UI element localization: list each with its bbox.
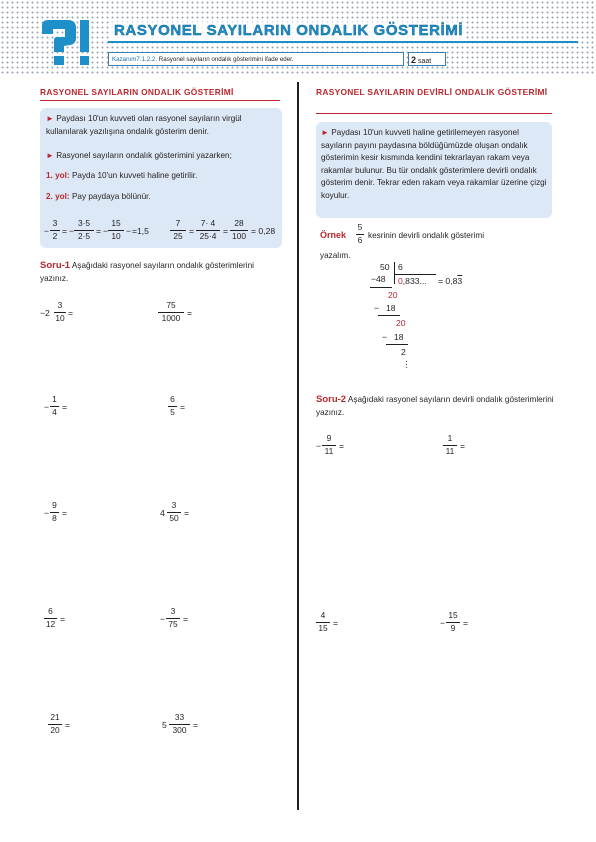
left-title-rule (40, 100, 280, 101)
question-exclamation-logo-icon (38, 20, 90, 66)
fraction-numerator: 3 (57, 300, 63, 310)
subtract-rule (378, 315, 400, 316)
fraction-numerator: 15 (448, 610, 458, 620)
example1-result: =1,5 (132, 226, 149, 236)
fraction-numerator: 7· 4 (200, 218, 216, 228)
problem-fraction (50, 500, 59, 524)
page-title: RASYONEL SAYILARIN ONDALIK GÖSTERİMİ (111, 22, 466, 39)
left-p1-text: Paydası 10'un kuvveti olan rasyonel sayıların virgül kullanılarak yazılışına ondalık gösterim denir. (46, 114, 242, 136)
fraction-numerator: 3·5 (77, 218, 91, 228)
subtract-rule (386, 344, 408, 345)
title-underline (108, 41, 578, 43)
subtract-step-1: −48 (371, 274, 386, 284)
equals-sign: = (184, 508, 190, 518)
fraction-denominator: 10 (111, 231, 121, 241)
question-2-label: Soru-2 (316, 394, 347, 405)
fraction-denominator: 2·5 (77, 231, 91, 241)
fraction-denominator: 12 (45, 619, 56, 629)
fraction-denominator: 1000 (161, 313, 181, 323)
fraction-denominator: 10 (55, 313, 65, 323)
problem-fraction (158, 300, 184, 324)
fraction-numerator: 9 (326, 433, 332, 443)
minus-sign: − (69, 226, 75, 236)
problem-fraction (50, 394, 59, 418)
duration-hours: 2 (411, 55, 417, 65)
problem-whole: − (316, 441, 322, 451)
quotient: 0,833... (398, 276, 427, 286)
equals-sign: = (62, 226, 68, 236)
equals-sign: = (62, 508, 68, 518)
problem-whole: − (160, 614, 166, 624)
problem-whole: 4 (160, 508, 165, 518)
problem-whole: 5 (162, 720, 167, 730)
left-paragraph-2 (46, 150, 278, 163)
fraction-numerator: 28 (234, 218, 244, 228)
fraction-denominator: 20 (50, 725, 60, 735)
method-2 (46, 191, 278, 204)
equals-sign: = (68, 308, 74, 318)
example-label: Örnek (320, 230, 347, 240)
triangle-bullet-icon: ► (321, 128, 329, 137)
fraction-numerator: 21 (50, 712, 60, 722)
fraction-denominator: 15 (318, 623, 328, 633)
equals-sign: = (96, 226, 102, 236)
equals-sign: = (339, 441, 345, 451)
question-1 (40, 259, 280, 285)
right-title-rule (316, 113, 552, 114)
problem-fraction (322, 433, 336, 457)
problem-fraction (166, 606, 180, 630)
equals-sign: = (460, 441, 466, 451)
problem-fraction (443, 433, 457, 457)
equals-sign: = (187, 308, 193, 318)
right-paragraph-1 (321, 127, 547, 202)
fraction-denominator: 100 (232, 231, 246, 241)
right-section-title: RASYONEL SAYILARIN DEVİRLİ ONDALIK GÖSTERİMİ (316, 87, 548, 97)
remainder-1: 20 (388, 290, 398, 300)
fraction-denominator: 11 (324, 446, 334, 456)
fraction-denominator: 6 (357, 235, 363, 245)
fraction-denominator: 300 (172, 725, 187, 735)
fraction-numerator: 7 (175, 218, 181, 228)
fraction-numerator: 6 (48, 606, 53, 616)
fraction-numerator: 1 (447, 433, 453, 443)
fraction-denominator: 25 (173, 231, 183, 241)
minus-sign: − (374, 303, 380, 313)
question-2 (316, 393, 556, 419)
fraction-denominator: 75 (168, 619, 178, 629)
fraction-numerator: 75 (166, 300, 176, 310)
example1-fraction-c (108, 218, 124, 242)
example2-result: = 0,28 (251, 226, 276, 236)
method-2-label: 2. yol: (46, 192, 70, 201)
dividend: 50 (380, 262, 390, 272)
example1-fraction-a (50, 218, 60, 242)
left-p2-text: Rasyonel sayıların ondalık gösterimini yazarken; (56, 151, 232, 160)
problem-fraction (168, 394, 177, 418)
problem-fraction (54, 300, 66, 324)
fraction-numerator: 33 (174, 712, 185, 722)
example2-fraction-b (196, 218, 220, 242)
method-2-text: Pay paydaya bölünür. (71, 192, 151, 201)
problem-fraction (446, 610, 460, 634)
fraction-denominator: 11 (445, 446, 455, 456)
question-1-text: Aşağıdaki rasyonel sayıların ondalık gösterimlerini yazınız. (40, 261, 254, 283)
minus-sign: − (126, 226, 132, 236)
problem-fraction (44, 606, 57, 630)
minus-sign: − (44, 226, 50, 236)
equals-sign: = (463, 618, 469, 628)
subtract-step-2: 18 (386, 303, 396, 313)
remainder-2: 20 (396, 318, 406, 328)
continuation-dots: ⋮ (402, 359, 411, 369)
equals-sign: = (60, 614, 66, 624)
problem-whole: − (44, 402, 50, 412)
divisor: 6 (398, 262, 403, 272)
fraction-numerator: 3 (170, 606, 176, 616)
fraction-denominator: 8 (52, 513, 57, 523)
equals-sign: = (223, 226, 229, 236)
right-p1-text: Paydası 10'un kuvveti haline getirilemeyen rasyonel sayıların payını paydasına böldüğümüzde oluşan ondalık gösterimin kesir kısmında kendini tekrarlayan rakam veya rakamlar bulunur. Bu tür ondalık gösterimlere devirli ondalık gösterim denir. Tekrar eden rakam veya rakamlar üzerine çizgi koyulur. (321, 128, 547, 200)
equals-sign: = (62, 402, 68, 412)
equals-sign: = (180, 402, 186, 412)
problem-whole: − (44, 508, 50, 518)
example2-fraction-a (170, 218, 186, 242)
triangle-bullet-icon: ► (46, 114, 54, 123)
method-1 (46, 170, 278, 183)
equals-sign: = (333, 618, 339, 628)
remainder-3: 2 (401, 347, 406, 357)
example-text-2: yazalım. (320, 251, 351, 260)
left-paragraph-1 (46, 113, 278, 138)
division-horizontal-line (394, 274, 436, 275)
left-section-title: RASYONEL SAYILARIN ONDALIK GÖSTERİMİ (40, 87, 234, 97)
duration-unit: saat (417, 58, 432, 65)
kazanim-code: Kazanım7.1.2.2. (112, 56, 158, 63)
equals-sign: = (189, 226, 195, 236)
problem-fraction (316, 610, 330, 634)
fraction-denominator: 25·4 (199, 231, 217, 241)
fraction-numerator: 3 (171, 500, 177, 510)
example-fraction (356, 222, 364, 246)
fraction-numerator: 1 (52, 394, 57, 404)
subtract-rule (370, 287, 392, 288)
fraction-numerator: 5 (357, 222, 363, 232)
question-2-text: Aşağıdaki rasyonel sayıların devirli ondalık gösterimlerini yazınız. (316, 395, 554, 417)
fraction-numerator: 6 (170, 394, 175, 404)
kazanim-box (108, 52, 404, 66)
method-1-text: Payda 10'un kuvveti haline getirilir. (71, 171, 198, 180)
method-1-label: 1. yol: (46, 171, 70, 180)
example2-fraction-c (230, 218, 248, 242)
subtract-step-3: 18 (394, 332, 404, 342)
fraction-numerator: 9 (52, 500, 57, 510)
fraction-denominator: 50 (169, 513, 179, 523)
fraction-numerator: 15 (111, 218, 121, 228)
division-vertical-line (394, 262, 395, 284)
example-text: kesrinin devirli ondalık gösterimi (368, 231, 485, 240)
problem-whole: − (440, 618, 446, 628)
problem-fraction (169, 712, 190, 736)
problem-fraction (48, 712, 62, 736)
minus-sign: − (382, 332, 388, 342)
fraction-numerator: 4 (320, 610, 326, 620)
equals-sign: = (65, 720, 71, 730)
fraction-denominator: 4 (52, 407, 57, 417)
question-1-label: Soru-1 (40, 260, 71, 271)
fraction-numerator: 3 (52, 218, 58, 228)
fraction-denominator: 5 (170, 407, 175, 417)
triangle-bullet-icon: ► (46, 151, 54, 160)
duration-box (408, 52, 446, 66)
fraction-denominator: 2 (52, 231, 58, 241)
fraction-denominator: 9 (450, 623, 456, 633)
equals-sign: = (193, 720, 199, 730)
problem-fraction (167, 500, 181, 524)
equals-sign: = (183, 614, 189, 624)
quotient-repeating: = 0,83 (438, 276, 463, 286)
long-division (360, 260, 490, 372)
minus-sign: − (103, 226, 109, 236)
example1-fraction-b (74, 218, 94, 242)
kazanim-text: Rasyonel sayıların ondalık gösterimini ifade eder. (158, 56, 294, 63)
column-divider (297, 82, 299, 810)
problem-whole: −2 (40, 308, 50, 318)
